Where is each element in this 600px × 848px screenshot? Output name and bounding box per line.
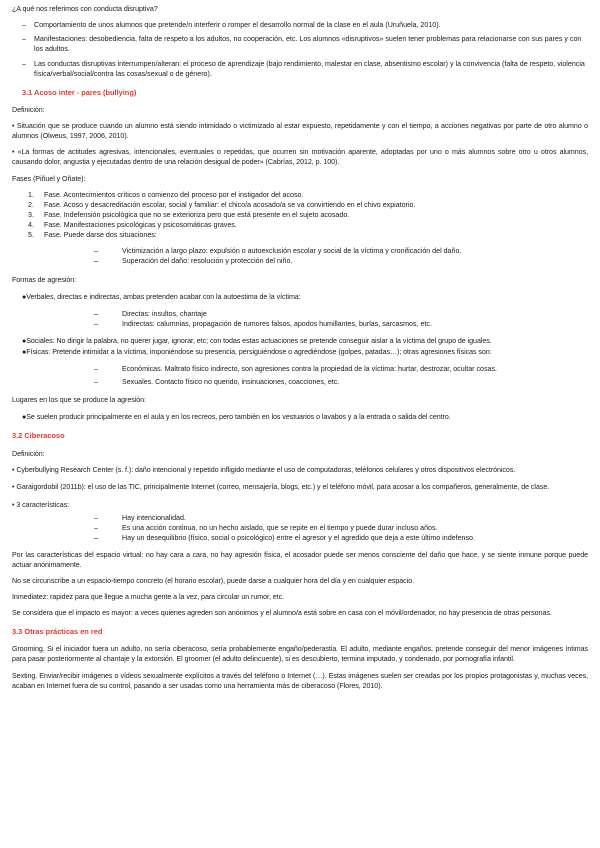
section-title-cyberbullying: 3.2 Ciberacoso	[12, 431, 65, 440]
phase-item: 2. Fase. Acoso y desacreditación escolar, social y familiar: el chico/a acosado/a se va convirtiendo en el chivo expiatorio.	[28, 201, 416, 209]
phase5-subitem: – Superación del daño: resolución y protección del niño.	[12, 256, 588, 266]
physical-sublist	[12, 364, 588, 387]
cyber-definition-2: • Garaigordobil (2011b): el uso de las TIC, principalmente Internet (correo, mensajería, blogs, etc.) y el teléfono móvil, para acosar a los compañeros, generalmente, de clase.	[12, 483, 550, 491]
phase-item: 4. Fase. Manifestaciones psicológicas y psicosomáticas graves.	[28, 221, 237, 229]
cyber-paragraph-immediacy: Inmediatez: rapidez para que llegue a mucha gente a la vez, para circular un rumor, etc.	[12, 593, 285, 601]
characteristic-item: – Es una acción continua, no un hecho aislado, que se repite en el tiempo y puede durar incluso años.	[12, 523, 588, 533]
characteristic-item: – Hay un desequilibrio (físico, social o psicológico) entre el agresor y el agredido que deja a este último indefenso.	[12, 533, 588, 543]
cyber-paragraph-virtual: Por las características del espacio virtual: no hay cara a cara, no hay agresión física, el acosador puede ser menos consciente del daño que hace, y se siente inmune porque puede actuar anónimamente.	[12, 551, 588, 569]
phase5-sublist	[12, 246, 588, 266]
cyber-paragraph-time: No se circunscribe a un espacio-tiempo concreto (el horario escolar), puede darse a cualquier hora del día y en cualquier espacio.	[12, 577, 415, 585]
intro-item: – Comportamiento de unos alumnos que pretende/n interferir o romper el desarrollo normal de la clase en el aula (Uruñuela, 2010).	[12, 20, 588, 30]
verbal-sublist	[12, 309, 588, 329]
bullying-definition-2: • «La formas de actitudes agresivas, intencionales, eventuales o repetidas, que ocurren sin motivación aparente, adoptadas por uno o más alumnos sobre otro u otros alumnos, causando dolor, angustia y ejecutadas dentro de una relación desigual de poder» (Cabrías, 2012, p. 100).	[12, 148, 588, 166]
phases-list	[12, 190, 588, 240]
intro-item: – Las conductas disruptivas interrumpen/alteran: el proceso de aprendizaje (bajo rendimiento, malestar en clase, absentismo escolar) y la convivencia (falta de respeto, violencia física/verbal/social/contra las cosas/sexual o de género).	[12, 59, 588, 79]
characteristic-item: – Hay intencionalidad.	[12, 513, 588, 523]
places-label: Lugares en los que se produce la agresión:	[12, 396, 146, 404]
verbal-subitem: – Directas: insultos, chantaje	[12, 309, 588, 319]
physical-subitem: – Económicas. Maltrato físico indirecto, son agresiones contra la propiedad de la víctima: hurtar, destrozar, ocultar cosas.	[12, 364, 588, 374]
cyber-paragraph-impact: Se considera que el impacto es mayor: a veces quienes agreden son anónimos y el alumno/a está sobre en casa con el móvil/ordenador, no hay presencia de otras personas.	[12, 609, 552, 617]
physical-aggression: ●Físicas: Pretende intimidar a la víctima, imponiéndose su presencia, persiguiéndose o agrediéndose (golpes, patadas…); otras agresiones físicas son:	[22, 348, 492, 356]
section-title-bullying: 3.1 Acoso inter - pares (bullying)	[22, 88, 137, 97]
phase5-subitem: – Victimización a largo plazo: expulsión o autoexclusión escolar y social de la víctima y cronificación del daño.	[12, 246, 588, 256]
characteristics-label: • 3 características:	[12, 501, 70, 509]
physical-subitem: – Sexuales. Contacto físico no querido, insinuaciones, coacciones, etc.	[12, 377, 588, 387]
phase-item: 3. Fase. Indefensión psicológica que no se exterioriza pero que está presente en el sujeto acosado.	[28, 211, 350, 219]
characteristics-list	[12, 513, 588, 543]
grooming-paragraph: Grooming. Si el iniciador fuera un adulto, no sería ciberacoso, sería probablemente engaño/pederastia. El adulto, mediante engaños, pretende conseguir del menor imágenes íntimas para pasar posteriormente al chantaje y la extorsión. El groomer (el adulto delincuente), si es descubierto, termina imputado, y condenado, por pornografía infantil.	[12, 645, 588, 663]
definition-label: Definición:	[12, 106, 45, 114]
intro-list	[12, 20, 588, 79]
intro-item: – Manifestaciones: desobediencia, falta de respeto a los adultos, no cooperación, etc. Los alumnos «disruptivos» suelen tener problemas para relacionarse con sus pares y con los adultos.	[12, 34, 588, 54]
verbal-aggression: ●Verbales, directas e indirectas, ambas pretenden acabar con la autoestima de la víctima:	[22, 293, 301, 301]
social-aggression: ●Sociales: No dirigir la palabra, no querer jugar, ignorar, etc; con todas estas actuaciones se pretende conseguir aislar a la víctima del grupo de iguales.	[22, 337, 492, 345]
section-title-other-practices: 3.3 Otras prácticas en red	[12, 627, 103, 636]
verbal-subitem: – Indirectas: calumnias, propagación de rumores falsos, apodos humillantes, burlas, sarcasmos, etc.	[12, 319, 588, 329]
phases-label: Fases (Piñuel y Oñate):	[12, 175, 86, 183]
intro-question: ¿A qué nos referimos con conducta disruptiva?	[12, 5, 158, 13]
places-text: ●Se suelen producir principalmente en el aula y en los recreos, pero también en los vestuarios o lavabos y a la entrada o salida del centro.	[22, 413, 451, 421]
cyber-definition-1: • Cyberbullying Research Center (s. f.): daño intencional y repetido infligido mediante el uso de computadoras, teléfonos celulares y otros dispositivos electrónicos.	[12, 466, 516, 474]
phase-item: 1. Fase. Acontecimientos críticos o comienzo del proceso por el instigador del acoso.	[28, 191, 304, 199]
phase-item: 5. Fase. Puede darse dos situaciones:	[28, 231, 157, 239]
sexting-paragraph: Sexting. Enviar/recibir imágenes o vídeos sexualmente explícitos a través del teléfono o Internet (…). Estas imágenes suelen ser creadas por los propios protagonistas y, muchas veces, acaban en Internet fuera de su control, pasando a ser usadas como una herramienta más de ciberacoso (Flores, 2010).	[12, 672, 588, 690]
definition-label: Definición:	[12, 450, 45, 458]
bullying-definition-1: • Situación que se produce cuando un alumno está siendo intimidado o victimizado al estar expuesto, repetidamente y con el tiempo, a acciones negativas por parte de otro alumno o alumnos (Olweus, 1997, 2006, 2010).	[12, 122, 588, 140]
aggression-forms-label: Formas de agresión:	[12, 276, 77, 284]
